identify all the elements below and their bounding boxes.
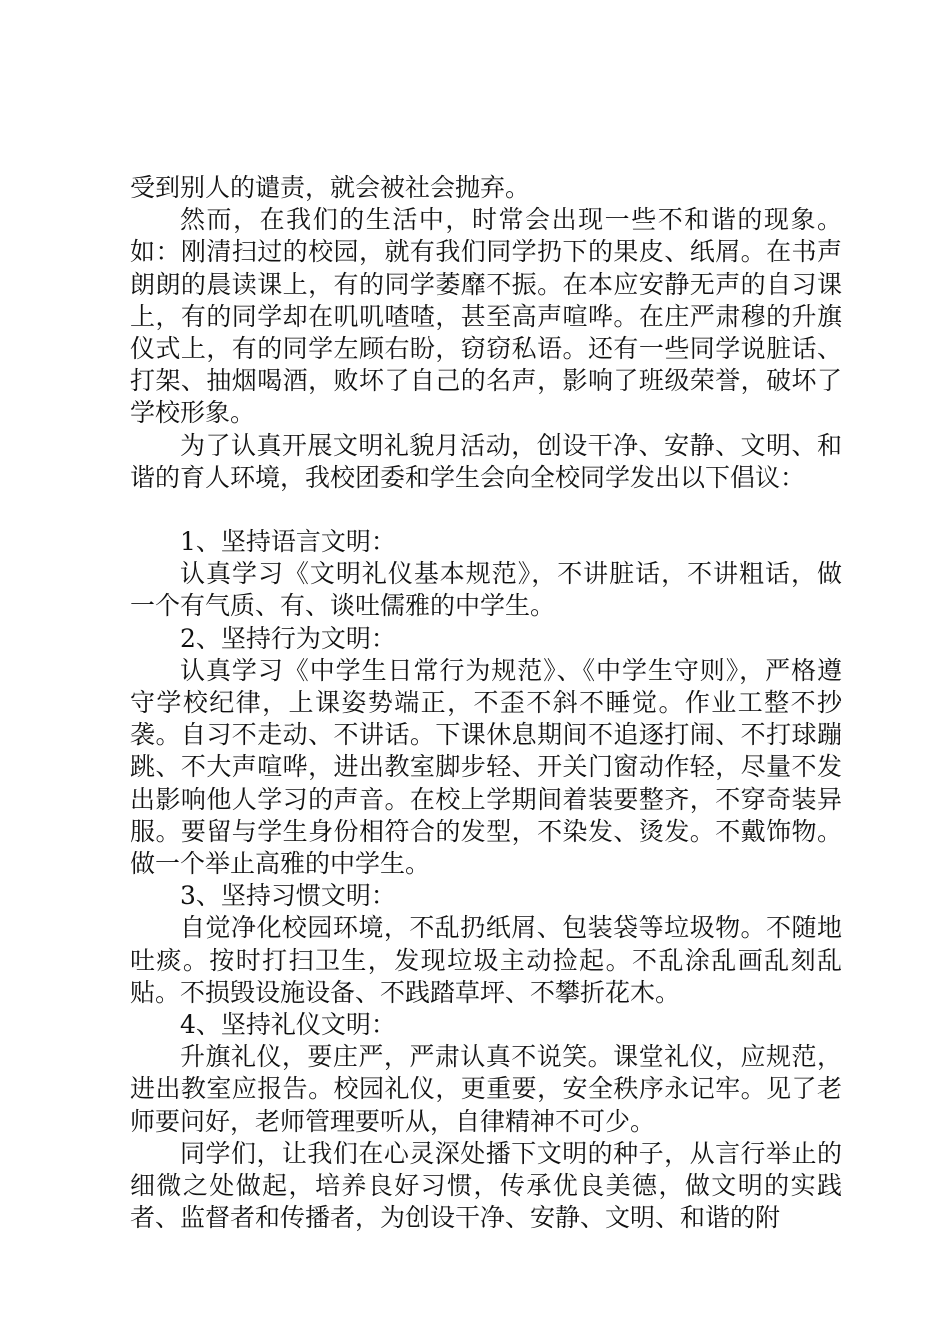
paragraph-phenomena: 然而，在我们的生活中，时常会出现一些不和谐的现象。如：刚清扫过的校园，就有我们同学扔下的果皮、纸屑。在书声朗朗的晨读课上，有的同学萎靡不振。在本应安静无声的自习课上，有的同学却在叽叽喳喳，甚至高声喧哗。在庄严肃穆的升旗仪式上，有的同学左顾右盼，窃窃私语。还有一些同学说脏话、打架、抽烟喝酒，败坏了自己的名声，影响了班级荣誉，破坏了学校形象。 xyxy=(130,205,842,428)
item-body-etiquette: 升旗礼仪，要庄严，严肃认真不说笑。课堂礼仪，应规范，进出教室应报告。校园礼仪，更重要，安全秩序永记牢。见了老师要问好，老师管理要听从，自律精神不可少。 xyxy=(130,1042,842,1136)
item-heading-etiquette: 4、坚持礼仪文明： xyxy=(180,1010,396,1040)
item-body-behavior: 认真学习《中学生日常行为规范》、《中学生守则》，严格遵守学校纪律，上课姿势端正，不歪不斜不睡觉。作业工整不抄袭。自习不走动、不讲话。下课休息期间不追逐打闹、不打球蹦跳、不大声喧哗，进出教室脚步轻、开关门窗动作轻，尽量不发出影响他人学习的声音。在校上学期间着装要整齐，不穿奇装异服。要留与学生身份相符合的发型，不染发、烫发。不戴饰物。做一个举止高雅的中学生。 xyxy=(130,655,842,879)
paragraph-continuation: 受到别人的谴责，就会被社会抛弃。 xyxy=(130,173,531,202)
item-heading-behavior: 2、坚持行为文明： xyxy=(180,623,396,653)
paragraph-closing: 同学们，让我们在心灵深处播下文明的种子，从言行举止的细微之处做起，培养良好习惯，传承优良美德，做文明的实践者、监督者和传播者，为创设干净、安静、文明、和谐的附 xyxy=(130,1138,842,1233)
item-heading-language: 1、坚持语言文明： xyxy=(180,527,396,557)
blank-line xyxy=(130,494,842,526)
item-body-language: 认真学习《文明礼仪基本规范》，不讲脏话，不讲粗话，做一个有气质、有、谈吐儒雅的中学生。 xyxy=(130,559,842,621)
paragraph-proposal-intro: 为了认真开展文明礼貌月活动，创设干净、安静、文明、和谐的育人环境，我校团委和学生会向全校同学发出以下倡议： xyxy=(130,430,842,492)
item-heading-habit: 3、坚持习惯文明： xyxy=(180,881,396,911)
item-body-habit: 自觉净化校园环境，不乱扔纸屑、包装袋等垃圾物。不随地吐痰。按时打扫卫生，发现垃圾主动捡起。不乱涂乱画乱刻乱贴。不损毁设施设备、不践踏草坪、不攀折花木。 xyxy=(130,913,842,1007)
document-page xyxy=(130,172,842,1235)
